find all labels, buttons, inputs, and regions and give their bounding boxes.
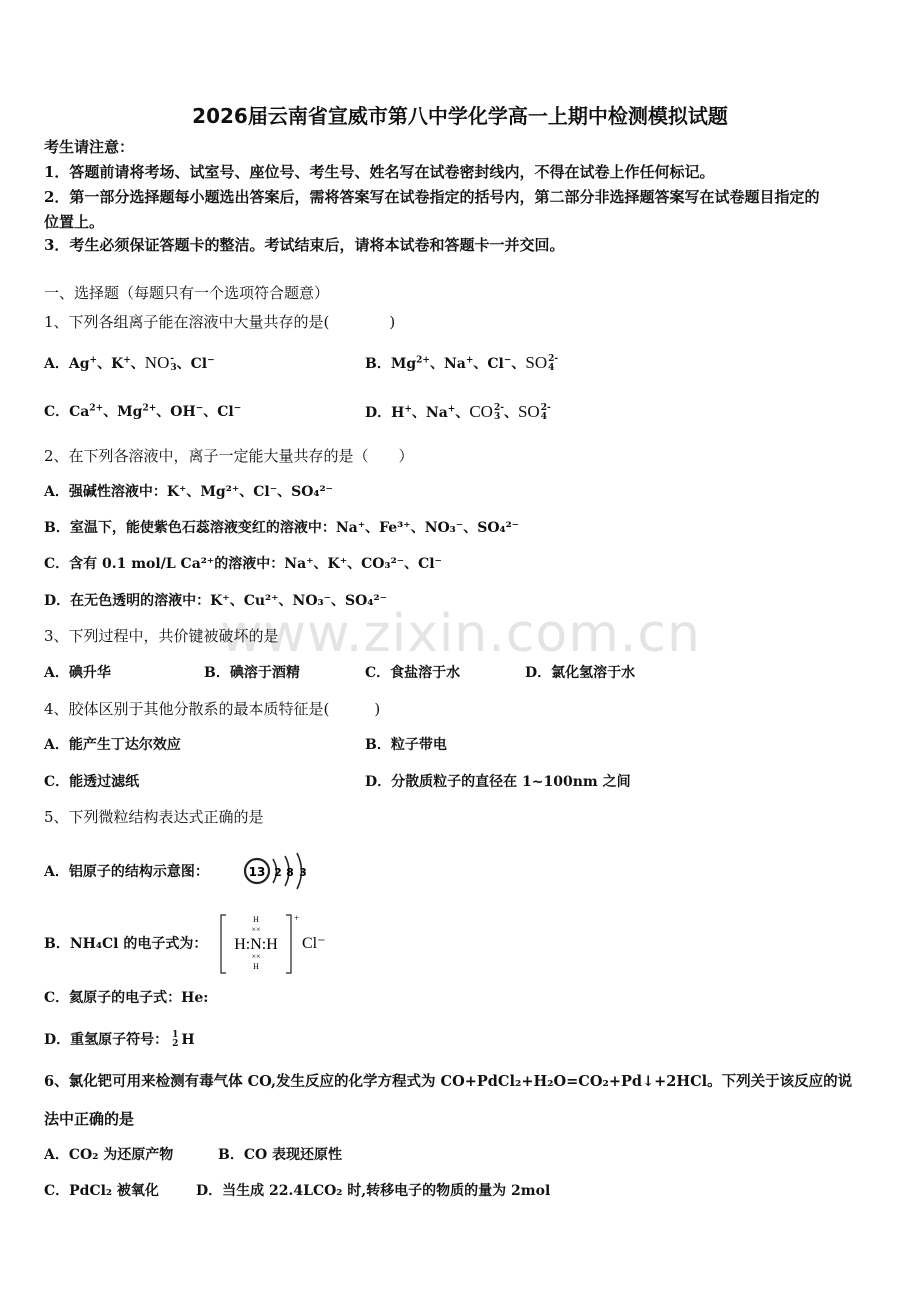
watermark: www.zixin.com.cn	[220, 604, 701, 664]
q1-d-charge: 2-	[540, 403, 551, 413]
q2-option-b: B．室温下，能使紫色石蕊溶液变红的溶液中：Na⁺、Fe³⁺、NO₃⁻、SO₄²⁻	[44, 520, 520, 536]
formula-middle: H:N:H	[234, 936, 278, 953]
q2-option-d: D．在无色透明的溶液中：K⁺、Cu²⁺、NO₃⁻、SO₄²⁻	[44, 593, 388, 609]
q1-c-charge: −	[195, 403, 204, 414]
q1-c-ion: Ca	[69, 404, 90, 420]
q1-d-stack	[541, 404, 551, 422]
isotope-numbers	[172, 1031, 178, 1049]
q1-b-ion: Mg	[390, 356, 417, 372]
q3-option-a: A．碘升华	[44, 665, 111, 681]
q1-option-d	[365, 401, 551, 424]
electron-pair-top: ××	[251, 925, 261, 934]
q6-option-c: C．PdCl₂ 被氧化	[44, 1183, 159, 1199]
q3-option-b: B．碘溶于酒精	[204, 665, 300, 681]
q4-option-b: B．粒子带电	[365, 737, 447, 753]
q1-d-stack	[494, 404, 504, 422]
section-heading: 一、选择题（每题只有一个选项符合题意）	[44, 284, 330, 302]
notice-item-1: 1．答题前请将考场、试室号、座位号、考生号、姓名写在试卷密封线内，不得在试卷上作任何标记。	[44, 163, 715, 181]
page-title: 2026届云南省宣威市第八中学化学高一上期中检测模拟试题	[192, 104, 728, 128]
q1-option-c	[44, 401, 241, 423]
q1-a-charge: -	[170, 354, 175, 364]
q4-stem: 4、胶体区别于其他分散系的最本质特征是( )	[44, 700, 381, 718]
q6-option-b: B．CO 表现还原性	[218, 1147, 343, 1163]
aluminum-atom-diagram	[240, 850, 312, 892]
q1-b-ion: 、Cl	[473, 356, 504, 372]
q1-b-ion: 、Na	[429, 356, 466, 372]
q1-d-ion: 、Na	[411, 405, 448, 421]
q1-b-charge: +	[465, 355, 474, 366]
q5-option-c: C．氦原子的电子式：He:	[44, 990, 209, 1006]
q1-a-charge: −	[207, 355, 215, 366]
q1-b-subscript: 4	[548, 363, 555, 373]
hydrogen-top: H	[253, 915, 259, 924]
notice-item-2-cont: 位置上。	[44, 213, 105, 231]
q3-option-c: C．食盐溶于水	[365, 665, 461, 681]
q4-option-d: D．分散质粒子的直径在 1~100nm 之间	[365, 774, 631, 790]
q1-option-b	[365, 352, 558, 375]
q1-stem: 1、下列各组离子能在溶液中大量共存的是( )	[44, 313, 396, 331]
q1-a-label: A．	[44, 356, 69, 372]
q1-c-ion: 、Mg	[103, 404, 143, 420]
q1-b-charge: 2-	[548, 354, 559, 364]
notice-heading: 考生请注意：	[44, 138, 135, 156]
notice-item-3: 3．考生必须保证答题卡的整洁。考试结束后，请将本试卷和答题卡一并交回。	[44, 236, 565, 254]
cation-charge: +	[294, 913, 300, 923]
q6-option-d: D．当生成 22.4LCO₂ 时,转移电子的物质的量为 2mol	[196, 1183, 551, 1199]
notice-item-2: 2．第一部分选择题每小题选出答案后，需将答案写在试卷指定的括号内，第二部分非选择题答案写在试卷题目指定的	[44, 188, 820, 206]
q6-option-a: A．CO₂ 为还原产物	[44, 1147, 174, 1163]
q1-a-ion: Ag	[68, 356, 90, 372]
q1-d-charge: +	[447, 404, 456, 415]
q3-stem: 3、下列过程中，共价键被破坏的是	[44, 627, 279, 645]
q6-stem-line2: 法中正确的是	[44, 1110, 135, 1128]
q1-b-charge: −	[503, 355, 512, 366]
q1-d-sep: 、	[503, 405, 518, 421]
q5-stem: 5、下列微粒结构表达式正确的是	[44, 808, 264, 826]
shell-electrons-3: 3	[299, 866, 307, 879]
q5-d-text: D．重氢原子符号：	[44, 1032, 169, 1048]
q1-b-stack	[548, 355, 558, 373]
chloride-anion: Cl⁻	[302, 935, 326, 952]
q4-option-a: A．能产生丁达尔效应	[44, 737, 181, 753]
q1-d-charge: +	[404, 404, 412, 415]
q1-a-charge: +	[89, 355, 98, 366]
electron-pair-bottom: ××	[251, 952, 261, 961]
q2-option-a: A．强碱性溶液中：K⁺、Mg²⁺、Cl⁻、SO₄²⁻	[44, 484, 334, 500]
q1-d-charge: 2-	[493, 403, 504, 413]
q1-c-charge: 2+	[142, 403, 157, 414]
q5-option-d	[44, 1029, 195, 1051]
q2-stem: 2、在下列各溶液中，离子一定能大量共存的是（ ）	[44, 447, 414, 465]
q6-stem-line1: 6、氯化钯可用来检测有毒气体 CO,发生反应的化学方程式为 CO+PdCl₂+H₂O=CO₂+Pd↓+2HCl。下列关于该反应的说	[44, 1073, 853, 1090]
q5-option-a: A．铝原子的结构示意图：	[44, 864, 209, 880]
q1-a-subscript: 3	[170, 363, 177, 373]
q1-c-charge: 2+	[89, 403, 104, 414]
left-bracket	[221, 915, 226, 973]
q1-a-ion: 、Cl	[176, 356, 208, 372]
q1-d-ion: H	[391, 405, 405, 421]
hydrogen-bottom: H	[253, 962, 259, 971]
shell-electrons-2: 8	[286, 866, 294, 879]
q1-b-sep: 、	[511, 356, 526, 372]
q1-d-label: D．	[365, 405, 392, 421]
q1-c-charge: −	[233, 403, 242, 414]
atomic-number: 2	[172, 1039, 179, 1049]
q1-a-ion: 、K	[97, 356, 124, 372]
q1-a-ion: NO	[144, 353, 170, 372]
right-bracket	[286, 915, 291, 973]
q1-a-sep: 、	[130, 356, 145, 372]
shell-electrons-1: 2	[274, 866, 282, 879]
q1-b-charge: 2+	[416, 355, 430, 366]
q1-c-ion: 、OH	[156, 404, 196, 420]
q3-option-d: D．氯化氢溶于水	[525, 665, 636, 681]
q1-c-label: C．	[44, 404, 70, 420]
q1-d-sep: 、	[455, 405, 470, 421]
q1-d-subscript: 3	[493, 412, 501, 422]
q1-b-ion: SO	[525, 353, 548, 372]
q1-d-ion: SO	[517, 402, 540, 421]
q5-option-b: B．NH₄Cl 的电子式为：	[44, 936, 208, 952]
q1-option-a	[44, 352, 215, 375]
q1-c-ion: 、Cl	[203, 404, 234, 420]
q4-option-c: C．能透过滤纸	[44, 774, 140, 790]
mass-number: 1	[172, 1030, 179, 1040]
nucleus-charge: 13	[248, 865, 266, 879]
q1-d-subscript: 4	[540, 412, 547, 422]
ammonium-chloride-electron-formula	[218, 912, 330, 976]
q2-option-c: C．含有 0.1 mol/L Ca²⁺的溶液中：Na⁺、K⁺、CO₃²⁻、Cl⁻	[44, 556, 442, 572]
q1-a-charge: +	[123, 355, 131, 366]
element-symbol: H	[181, 1032, 195, 1048]
q1-d-ion: CO	[469, 402, 493, 421]
q1-b-label: B．	[365, 356, 391, 372]
